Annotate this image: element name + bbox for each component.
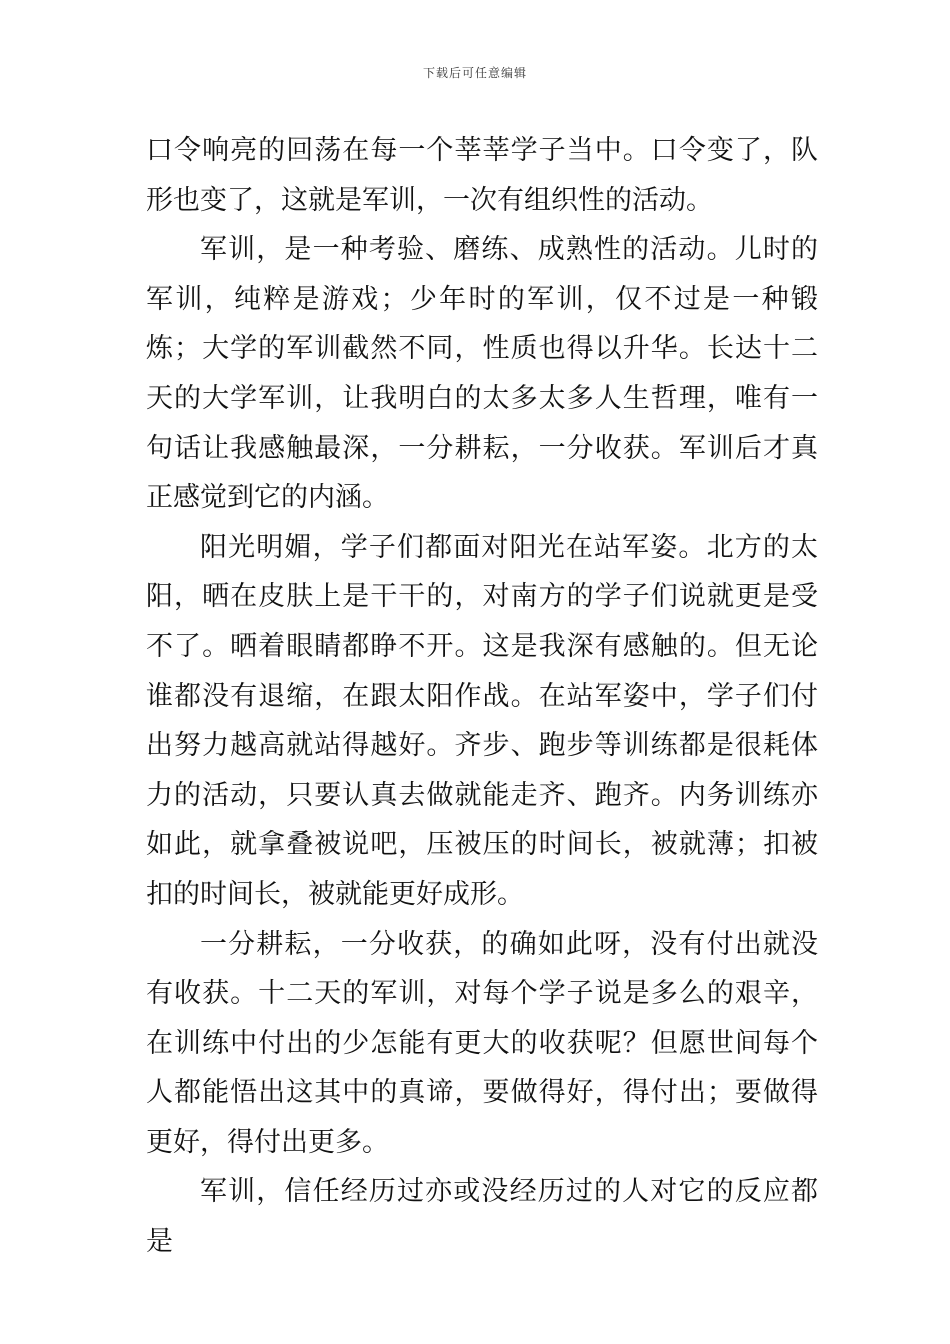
paragraph-5: 军训，信任经历过亦或没经历过的人对它的反应都是 bbox=[146, 1176, 818, 1258]
page-header-note: 下载后可任意编辑 bbox=[422, 66, 527, 80]
paragraph-2: 军训，是一种考验、磨练、成熟性的活动。儿时的军训，纯粹是游戏；少年时的军训，仅不过是一种锻炼；大学的军训截然不同，性质也得以升华。长达十二天的大学军训，让我明白的太多太多人生哲理，唯有一句话让我感触最深，一分耕耘，一分收获。军训后才真正感觉到它的内涵。 bbox=[146, 234, 818, 514]
paragraph-1: 口令响亮的回荡在每一个莘莘学子当中。口令变了，队形也变了，这就是军训，一次有组织性的活动。 bbox=[146, 135, 818, 216]
paragraph-3: 阳光明媚，学子们都面对阳光在站军姿。北方的太阳，晒在皮肤上是干干的，对南方的学子们说就更是受不了。晒着眼睛都睁不开。这是我深有感触的。但无论谁都没有退缩，在跟太阳作战。在站军姿中，学子们付出努力越高就站得越好。齐步、跑步等训练都是很耗体力的活动，只要认真去做就能走齐、跑齐。内务训练亦如此，就拿叠被说吧，压被压的时间长，被就薄；扣被扣的时间长，被就能更好成形。 bbox=[146, 531, 818, 910]
document-body bbox=[146, 126, 818, 1267]
paragraph-4: 一分耕耘，一分收获，的确如此呀，没有付出就没有收获。十二天的军训，对每个学子说是多么的艰辛，在训练中付出的少怎能有更大的收获呢？但愿世间每个人都能悟出这其中的真谛，要做得好，得付出；要做得更好，得付出更多。 bbox=[146, 928, 818, 1158]
